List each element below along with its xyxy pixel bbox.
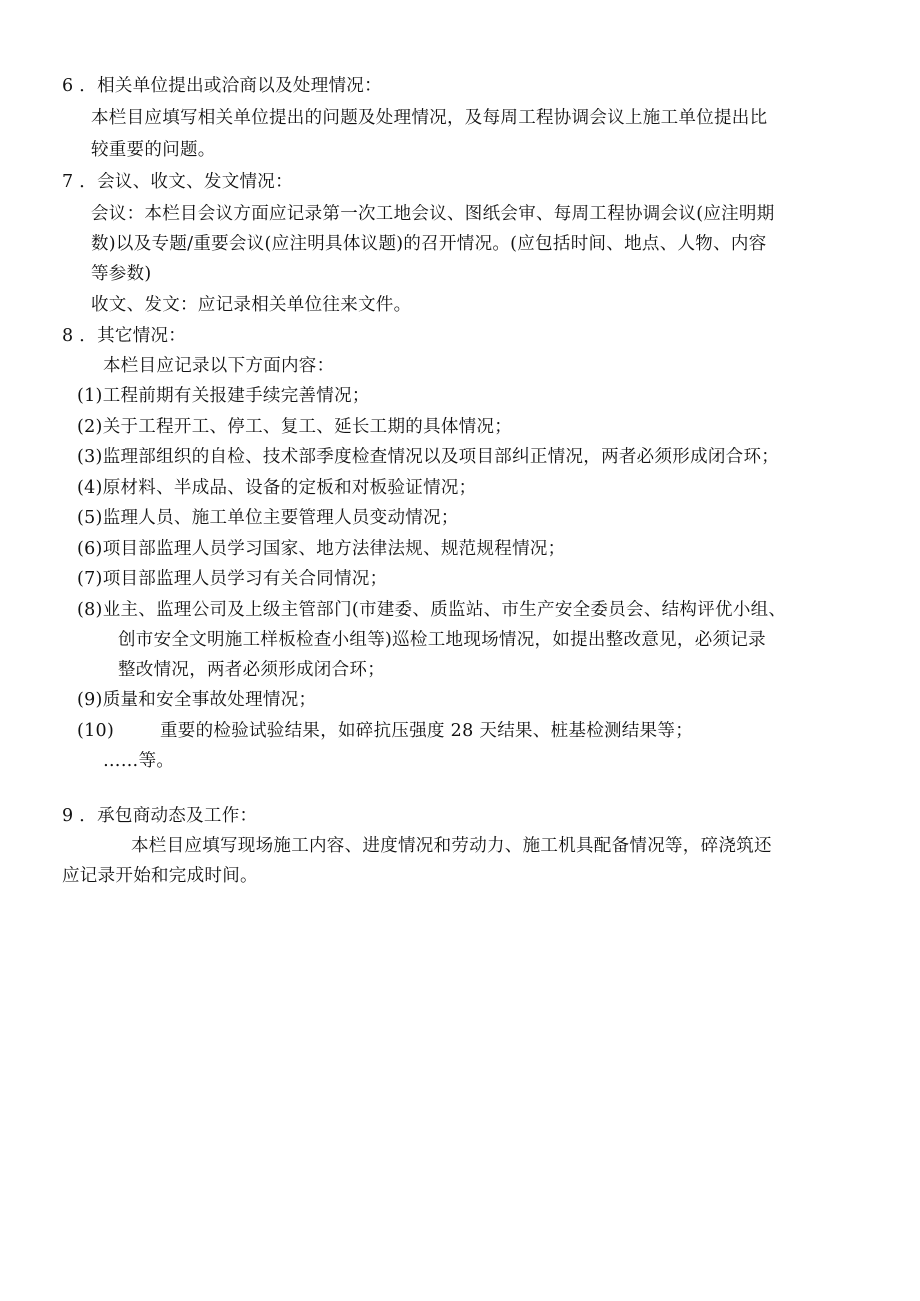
section-6-heading: 6 ．相关单位提出或洽商以及处理情况： — [62, 76, 382, 96]
section-8-intro: 本栏目应记录以下方面内容： — [103, 356, 335, 376]
section-8-item-7: (7)项目部监理人员学习有关合同情况； — [77, 569, 388, 589]
section-9-heading: 9 ．承包商动态及工作： — [62, 806, 258, 826]
section-7-docs-line: 收文、发文：应记录相关单位往来文件。 — [91, 295, 412, 315]
section-8-item-4: (4)原材料、半成品、设备的定板和对板验证情况； — [77, 478, 477, 498]
section-9-body-line-1: 本栏目应填写现场施工内容、进度情况和劳动力、施工机具配备情况等，碎浇筑还 — [131, 836, 772, 856]
section-7-meeting-line-2: 数)以及专题/重要会议(应注明具体议题)的召开情况。(应包括时间、地点、人物、内容 — [91, 234, 767, 254]
section-7-heading: 7 ．会议、收文、发文情况： — [62, 172, 293, 192]
section-8-item-5: (5)监理人员、施工单位主要管理人员变动情况； — [77, 508, 459, 528]
section-8-item-1: (1)工程前期有关报建手续完善情况； — [77, 386, 370, 406]
section-8-item-3: (3)监理部组织的自检、技术部季度检查情况以及项目部纠正情况，两者必须形成闭合环； — [77, 447, 780, 467]
section-8-item-8-line-1: (8)业主、监理公司及上级主管部门(市建委、质监站、市生产安全委员会、结构评优小组、 — [77, 600, 787, 620]
section-8-item-9: (9)质量和安全事故处理情况； — [77, 690, 317, 710]
section-8-item-2: (2)关于工程开工、停工、复工、延长工期的具体情况； — [77, 417, 513, 437]
section-7-meeting-line-3: 等参数) — [91, 264, 152, 284]
section-8-item-10-number: (10) — [77, 721, 115, 741]
section-8-ellipsis: ……等。 — [103, 751, 175, 771]
section-6-body-line-2: 较重要的问题。 — [91, 140, 216, 160]
section-8-item-10-text: 重要的检验试验结果，如碎抗压强度 28 天结果、桩基检测结果等； — [160, 721, 693, 741]
section-8-heading: 8 ．其它情况： — [62, 326, 187, 346]
section-8-item-8-line-2: 创市安全文明施工样板检查小组等)巡检工地现场情况，如提出整改意见，必须记录 — [118, 630, 766, 650]
section-6-body-line-1: 本栏目应填写相关单位提出的问题及处理情况，及每周工程协调会议上施工单位提出比 — [91, 108, 768, 128]
section-8-item-8-line-3: 整改情况，两者必须形成闭合环； — [118, 660, 385, 680]
section-7-meeting-line-1: 会议：本栏目会议方面应记录第一次工地会议、图纸会审、每周工程协调会议(应注明期 — [91, 204, 775, 224]
section-9-body-line-2: 应记录开始和完成时间。 — [62, 866, 258, 886]
section-8-item-6: (6)项目部监理人员学习国家、地方法律法规、规范规程情况； — [77, 539, 566, 559]
